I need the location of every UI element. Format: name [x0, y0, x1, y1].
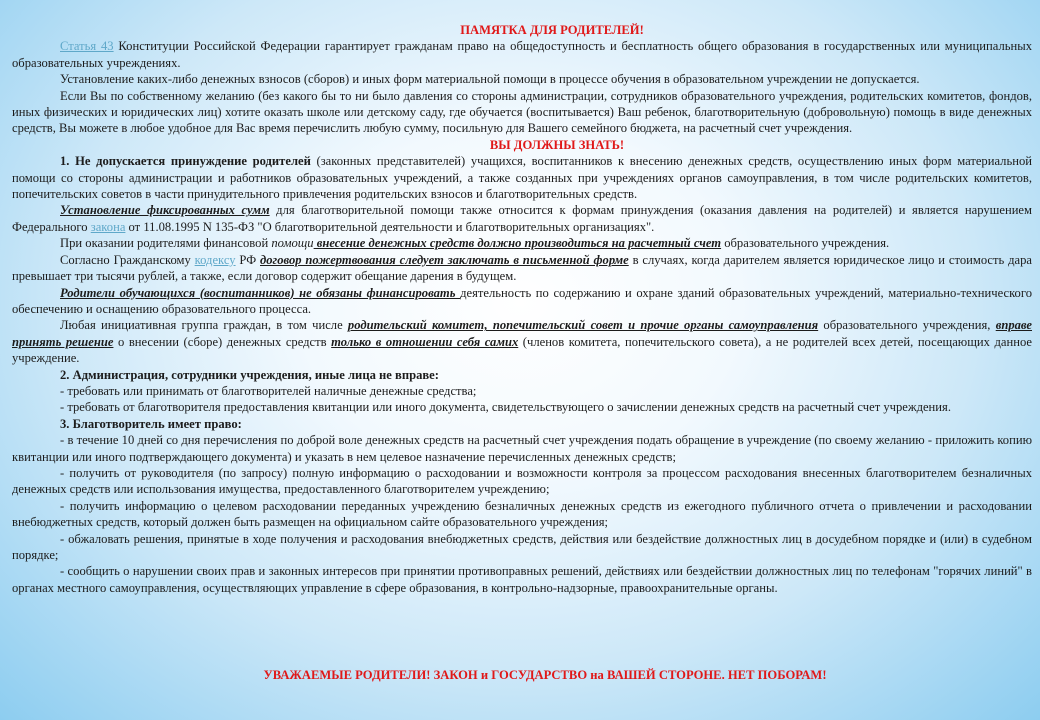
section-3-item: - обжаловать решения, принятые в ходе получения и расходования внебюджетных средств, действия или бездействие должностных лиц в досудебном порядке и (или) в судебном порядке;: [12, 531, 1032, 562]
finance-italic: помощи: [271, 236, 314, 251]
section-2-item: - требовать от благотворителя предоставления квитанции или иного документа, свидетельствующего о зачислении денежных средств на расчетный счет учреждения.: [60, 400, 951, 415]
intro-paragraph-3: Если Вы по собственному желанию (без какого бы то ни было давления со стороны администрации, сотрудников образовательного учреждения, родительских комитетов, фондов, иных физических и юридических лиц) хотите оказать школе или детскому саду, где обучается (воспитывается) Ваш ребенок, благотворительную (добровольную) помощь в виде денежных средств, Вы можете в любое удобное для Вас время перечислить любую сумму, посильную для Вашего семейного бюджета, на расчетный счет учреждения.: [12, 88, 1032, 136]
finance-text-end: образовательного учреждения.: [721, 236, 890, 251]
group-text-4: (членов комитета, попечительского совета), а не родителей всех детей, посещающих данное учреждение.: [12, 334, 1032, 366]
intro-p1-text: Конституции Российской Федерации гарантирует гражданам право на общедоступность и бесплатность общего образования в государственных или муниципальных образовательных учреждениях.: [12, 39, 1032, 70]
parents-emphasis: Родители обучающихся (воспитанников) не обязаны финансировать: [60, 285, 461, 300]
civil-emphasis: договор пожертвования следует заключать в письменной форме: [260, 252, 629, 267]
group-text-2: образовательного учреждения,: [818, 318, 996, 333]
group-emphasis-2: вправе принять решение: [12, 318, 1032, 349]
finance-paragraph: [12, 235, 1032, 251]
section-1-text: (законных представителей) учащихся, воспитанников к внесению денежных средств, осуществлению иных форм материальной помощи со стороны администрации и работников образовательных учреждений, а также созданных при учреждениях органов самоуправления, в том числе родительских комитетов, попечительских советов в части принудительного привлечения родительских взносов и благотворительных средств.: [12, 154, 1032, 202]
group-text-1: Любая инициативная группа граждан, в том числе: [60, 318, 348, 333]
section-3-heading: 3. Благотворитель имеет право:: [60, 416, 242, 431]
civil-code-paragraph: [12, 252, 1032, 285]
intro-paragraph-1: [12, 38, 1032, 71]
civil-text-end: в случаях, когда дарителем является юридическое лицо и стоимость дара превышает три тысячи рублей, а также, если договор содержит обещание дарения в будущем.: [12, 252, 1032, 284]
footer-slogan: УВАЖАЕМЫЕ РОДИТЕЛИ! ЗАКОН и ГОСУДАРСТВО на ВАШЕЙ СТОРОНЕ. НЕТ ПОБОРАМ!: [263, 668, 827, 682]
section-3-item: - в течение 10 дней со дня перечисления по доброй воле денежных средств на расчетный счет учреждения подать обращение в учреждение (по своему желанию - приложить копию квитанции или иного подтверждающего документа) и указать в нем целевое назначение перечисленных денежных средств;: [12, 433, 1032, 464]
initiative-group-paragraph: [12, 317, 1032, 366]
section-1-heading: 1. Не допускается принуждение родителей: [60, 154, 311, 169]
fixed-sums-text: для благотворительной помощи также относится к формам принуждения (оказания давления на родителей) и является нарушением Федерального: [12, 203, 1032, 234]
civil-code-link[interactable]: кодексу: [194, 252, 236, 267]
section-3-item: - сообщить о нарушении своих прав и законных интересов при принятии противоправных решений, действиях или бездействии должностных лиц по телефонам "горячих линий" в органах местного самоуправления, осуществляющих управление в сфере образования, в контрольно-надзорные, правоохранительные органы.: [12, 564, 1032, 595]
group-text-3: о внесении (сборе) денежных средств: [113, 334, 332, 349]
federal-law-link[interactable]: закона: [90, 219, 126, 234]
section-2-item: - требовать или принимать от благотворителей наличные денежные средства;: [60, 383, 477, 398]
civil-text: Согласно Гражданскому: [60, 252, 195, 267]
section-1-paragraph: [12, 153, 1032, 202]
intro-paragraph-2: Установление каких-либо денежных взносов (сборов) и иных форм материальной помощи в процессе обучения в образовательном учреждении не допускается.: [60, 72, 920, 87]
section-3-item: - получить информацию о целевом расходовании переданных учреждению безналичных денежных средств из ежегодного публичного отчета о привлечении и расходовании внебюджетных средств, который должен быть размещен на официальном сайте образовательного учреждения;: [12, 498, 1032, 530]
memo-document: [12, 22, 1032, 596]
parents-text: деятельность по содержанию и охране зданий образовательных учреждений, материально-технического обеспечению и оснащению образовательного процесса.: [12, 285, 1032, 316]
article-43-link[interactable]: Статья 43: [60, 39, 114, 54]
fixed-sums-emphasis: Установление фиксированных сумм: [60, 203, 270, 218]
fixed-sums-law-text: от 11.08.1995 N 135-ФЗ "О благотворительной деятельности и благотворительных организациях".: [125, 219, 655, 234]
memo-title: ПАМЯТКА ДЛЯ РОДИТЕЛЕЙ!: [460, 23, 644, 37]
section-2-heading: 2. Администрация, сотрудники учреждения, иные лица не вправе:: [60, 367, 439, 382]
parents-not-obliged-paragraph: [12, 285, 1032, 318]
group-emphasis-3: только в отношении себя самих: [331, 334, 519, 349]
finance-text: При оказании родителями финансовой: [60, 236, 272, 251]
section-3-item: - получить от руководителя (по запросу) полную информацию о расходовании и возможности контроля за процессом расходования внесенных благотворителем безналичных денежных средств или использования имущества, предоставленного благотворителем учреждению;: [12, 465, 1032, 497]
civil-text-rf: РФ: [235, 252, 260, 267]
memo-subtitle: ВЫ ДОЛЖНЫ ЗНАТЬ!: [489, 137, 625, 152]
finance-emphasis: внесение денежных средств должно производиться на расчетный счет: [313, 236, 722, 251]
group-emphasis-1: родительский комитет, попечительский совет и прочие органы самоуправления: [347, 318, 819, 333]
fixed-sums-paragraph: [12, 202, 1032, 235]
